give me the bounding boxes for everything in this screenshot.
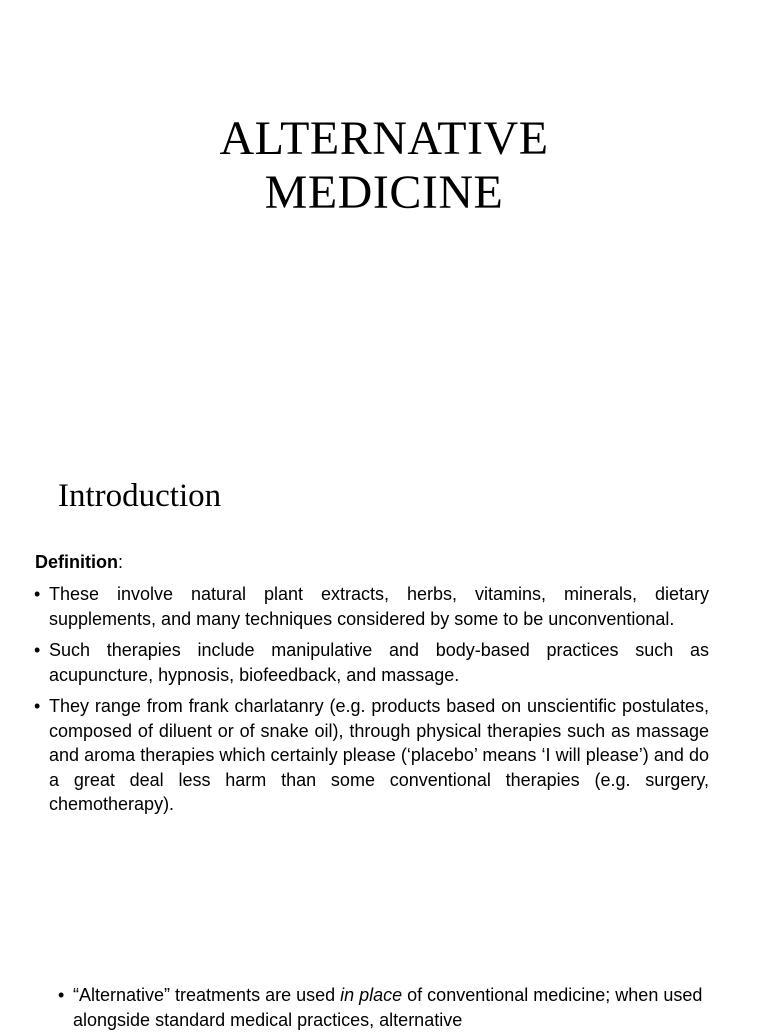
bullet-item: • These involve natural plant extracts, herbs, vitamins, minerals, dietary supplements, and many techniques considered by some to be unconventional. <box>34 582 709 631</box>
bullet-text-part2: of conventional medicine; when used alongside standard medical practices, alternative <box>73 985 703 1030</box>
bullet-item: • Such therapies include manipulative and body-based practices such as acupuncture, hypnosis, biofeedback, and massage. <box>34 638 709 687</box>
bullet-item: • They range from frank charlatanry (e.g. products based on unscientific postulates, composed of diluent or of snake oil), through physical therapies such as massage and aroma therapies which certainly please (‘placebo’ means ‘I will please’) and do a great deal less harm than some conventional therapies (e.g. surgery, chemotherapy). <box>34 694 709 817</box>
definition-label-text: Definition <box>35 552 118 572</box>
bullet-text-part1: “Alternative” treatments are used <box>73 985 341 1005</box>
definition-bullet-list <box>34 582 709 824</box>
slide-title-line1: ALTERNATIVE <box>219 112 549 165</box>
section-heading: Introduction <box>58 478 222 514</box>
slide-title-line2: MEDICINE <box>264 166 504 219</box>
alternative-bullet-list <box>58 983 708 1032</box>
definition-label <box>35 549 123 575</box>
definition-colon: : <box>118 552 124 572</box>
bullet-item <box>58 983 708 1032</box>
bullet-text-italic: in place <box>340 985 403 1005</box>
slide-title <box>0 112 768 220</box>
